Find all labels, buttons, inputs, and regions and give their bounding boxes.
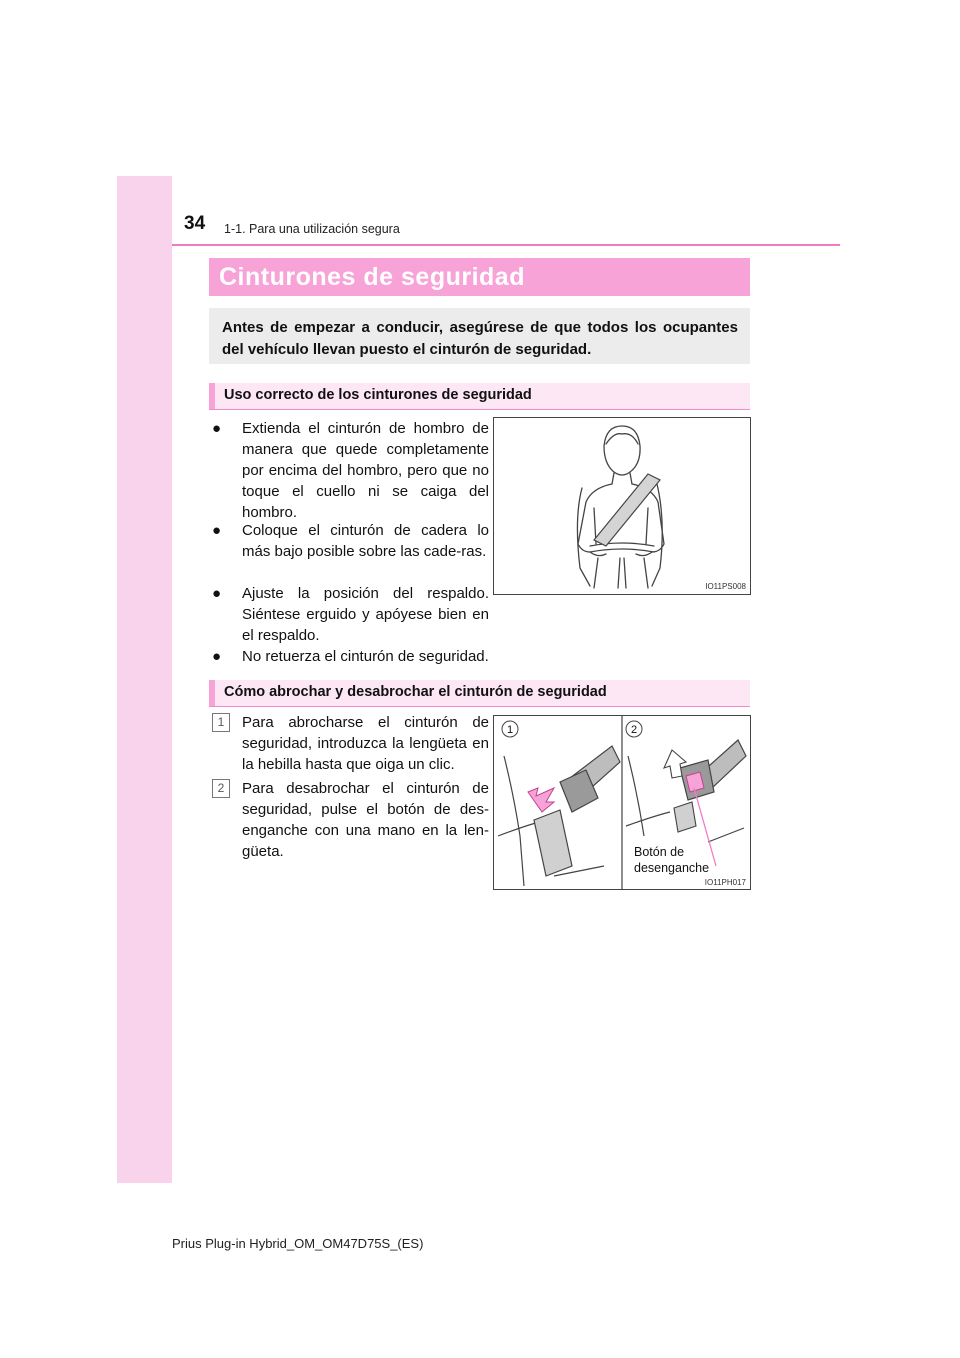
step-number: 2 bbox=[212, 779, 230, 798]
list-item-text: No retuerza el cinturón de seguridad. bbox=[242, 648, 489, 665]
figure-code: IO11PH017 bbox=[704, 878, 746, 887]
section-reference: 1-1. Para una utilización segura bbox=[224, 222, 400, 236]
list-item-text: Extienda el cinturón de hombro de manera que quede completamente por encima del hombro, pero que no toque el cuello ni se caiga del hombro. bbox=[242, 420, 489, 521]
header-rule bbox=[172, 244, 840, 246]
seated-occupant-illustration bbox=[494, 418, 750, 594]
heading-accent-bar bbox=[209, 680, 215, 706]
list-item-text: Ajuste la posición del respaldo. Siéntese erguido y apóyese bien en el respaldo. bbox=[242, 585, 489, 644]
figure-buckle bbox=[493, 715, 751, 890]
figure-code: IO11PS008 bbox=[705, 582, 746, 591]
section-heading-fasten bbox=[209, 680, 750, 707]
panel-1-label: 1 bbox=[506, 724, 514, 736]
step-text: Para abrocharse el cinturón de seguridad, introduzca la lengüeta en la hebilla hasta que oiga un clic. bbox=[242, 714, 489, 773]
bullet-icon: ● bbox=[212, 522, 222, 539]
intro-box bbox=[209, 308, 750, 364]
bullet-icon: ● bbox=[212, 585, 222, 602]
section-heading-correct-use bbox=[209, 383, 750, 410]
step-text: Para desabrochar el cinturón de seguridad, pulse el botón de des-enganche con una mano en la len-güeta. bbox=[242, 780, 489, 860]
page-number: 34 bbox=[184, 213, 206, 234]
list-item-text: Coloque el cinturón de cadera lo más bajo posible sobre las cade-ras. bbox=[242, 522, 489, 560]
buckle-illustration bbox=[494, 716, 750, 889]
side-strip bbox=[117, 176, 172, 1183]
callout-line: Botón de bbox=[634, 845, 685, 859]
heading-accent-bar bbox=[209, 383, 215, 409]
callout-line: desenganche bbox=[634, 861, 710, 875]
section-heading-text: Cómo abrochar y desabrochar el cinturón de seguridad bbox=[224, 684, 607, 700]
page-title: Cinturones de seguridad bbox=[219, 263, 525, 291]
section-heading-text: Uso correcto de los cinturones de seguridad bbox=[224, 387, 532, 403]
step-number: 1 bbox=[212, 713, 230, 732]
bullet-icon: ● bbox=[212, 420, 222, 437]
panel-2-label: 2 bbox=[630, 724, 638, 736]
figure-seated-occupant bbox=[493, 417, 751, 595]
title-bar bbox=[209, 258, 750, 296]
bullet-icon: ● bbox=[212, 648, 222, 665]
intro-text: Antes de empezar a conducir, asegúrese de que todos los ocupantes del vehículo llevan puesto el cinturón de seguridad. bbox=[222, 319, 738, 358]
release-button-callout bbox=[634, 844, 709, 876]
footer-doc-code: Prius Plug-in Hybrid_OM_OM47D75S_(ES) bbox=[172, 1236, 424, 1251]
